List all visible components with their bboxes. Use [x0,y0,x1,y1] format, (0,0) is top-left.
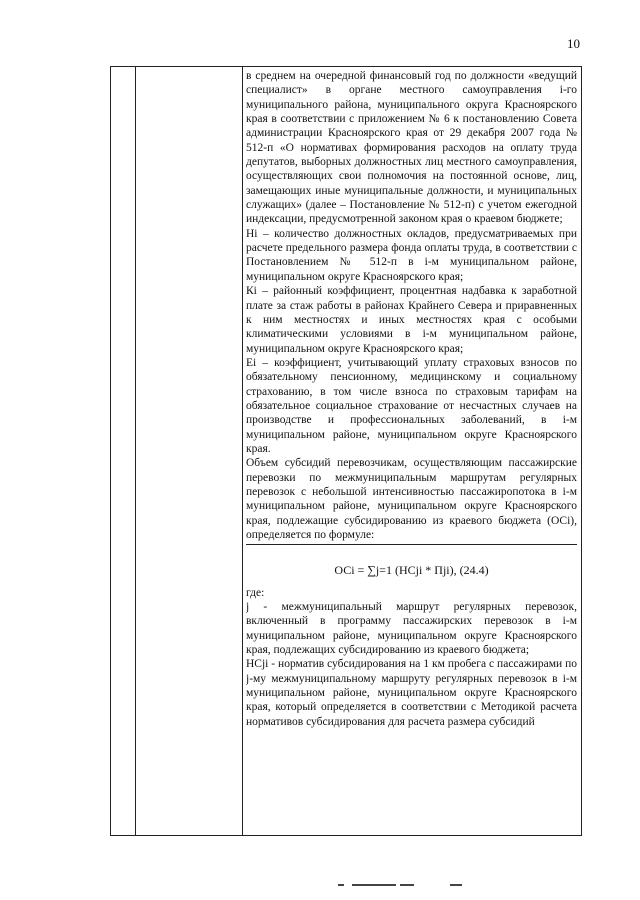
paragraph: НСji - норматив субсидирования на 1 км пробега с пассажирами по j-му межмуниципальному маршруту регулярных перевозок в i-м муниципальном районе, муниципальном округе Красноярского края, который определяется в соответствии с Методикой расчета нормативов субсидирования для расчета размера субсидий [246,658,577,728]
paragraph: Еi – коэффициент, учитывающий уплату страховых взносов по обязательному пенсионному, медицинскому и социальному страхованию, в том числе взноса по страховым тарифам на обязательное социальное страхование от несчастных случаев на производстве и профессиональных заболеваний, в i-м муниципальном районе, муниципальном округе Красноярского края. [246,356,577,455]
paragraph: Кi – районный коэффициент, процентная надбавка к заработной плате за стаж работы в районах Крайнего Севера и приравненных к ним местностях и иных местностях края с особыми климатическими условиями в i-м муниципальном районе, муниципальном округе Красноярского края; [246,285,577,355]
row-separator [246,544,577,545]
formula: ОСi = ∑j=1 (НСji * Пji), (24.4) [334,563,489,578]
paragraph: в среднем на очередной финансовый год по должности «ведущий специалист» в органе местного самоуправления i-го муниципального района, муниципального округа Красноярского края в соответствии с приложением № 6 к постановлению Совета администрации Красноярского края от 29 декабря 2007 года № 512-п «О нормативах формирования расходов на оплату труда депутатов, выборных должностных лиц местного самоуправления, осуществляющих свои полномочия на постоянной основе, лиц, замещающих иные муниципальные должности, и муниципальных служащих» (далее – Постановление № 512-п) с учетом ежегодной индексации, предусмотренной законом края о краевом бюджете; [246,70,577,226]
paragraph: Объем субсидий перевозчикам, осуществляющим пассажирские перевозки по межмуниципальным маршрутам регулярных перевозок с небольшой интенсивностью пассажиропотока в i-м муниципальном районе, муниципальном округе Красноярского края, подлежащие субсидированию из краевого бюджета (ОСi), определяется по формуле: [246,457,577,541]
page-number: 10 [567,36,580,51]
text-cell [246,69,577,835]
scan-artifacts [0,884,640,894]
column-divider [135,67,136,835]
paragraph: Нi – количество должностных окладов, предусматриваемых при расчете предельного размера фонда оплаты труда, в соответствии с Постановлением № 512-п в i-м муниципальном районе, муниципальном округе Красноярского края; [246,227,577,283]
document-table [110,66,582,836]
paragraph: j - межмуниципальный маршрут регулярных перевозок, включенный в программу пассажирских перевозок в i-м муниципальном районе, муниципальном округе Красноярского края, подлежащих субсидированию из краевого бюджета; [246,601,577,657]
column-divider [242,67,243,835]
where-label: где: [246,586,265,599]
